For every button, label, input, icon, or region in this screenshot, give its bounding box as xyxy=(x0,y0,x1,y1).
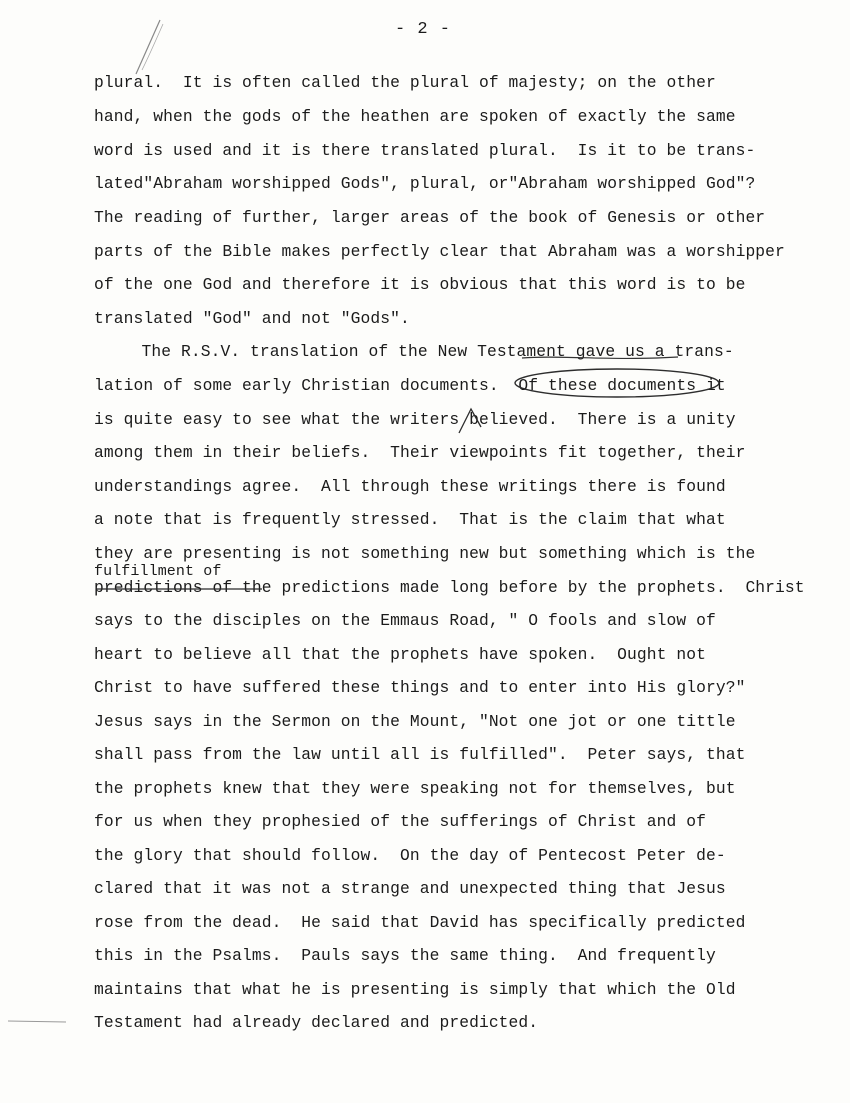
page-number: - 2 - xyxy=(395,20,452,39)
text-line: The R.S.V. translation of the New Testament gave us a trans- xyxy=(102,342,734,361)
text-line: shall pass from the law until all is fulfilled". Peter says, that xyxy=(94,745,746,764)
text-line: of the one God and therefore it is obvious that this word is to be xyxy=(94,275,746,294)
text-line: word is used and it is there translated plural. Is it to be trans- xyxy=(94,141,756,160)
text-line: rose from the dead. He said that David has specifically predicted xyxy=(94,913,746,932)
insertion-caret-mark xyxy=(455,403,495,437)
text-line: they are presenting is not something new but something which is the xyxy=(94,544,756,563)
text-line: understandings agree. All through these writings there is found xyxy=(94,477,726,496)
text-line: says to the disciples on the Emmaus Road, " O fools and slow of xyxy=(94,611,716,630)
text-line: Jesus says in the Sermon on the Mount, "Not one jot or one tittle xyxy=(94,712,736,731)
text-line: clared that it was not a strange and unexpected thing that Jesus xyxy=(94,879,726,898)
pencil-mark-icon xyxy=(130,18,170,78)
text-line: hand, when the gods of the heathen are spoken of exactly the same xyxy=(94,107,736,126)
text-line: the prophets knew that they were speaking not for themselves, but xyxy=(94,779,736,798)
text-line: a note that is frequently stressed. That is the claim that what xyxy=(94,510,726,529)
text-line: maintains that what he is presenting is simply that which the Old xyxy=(94,980,736,999)
text-line: Christ to have suffered these things and to enter into His glory?" xyxy=(94,678,746,697)
text-line: the glory that should follow. On the day of Pentecost Peter de- xyxy=(94,846,726,865)
text-line: predictions of the predictions made long before by the prophets. Christ xyxy=(94,578,805,597)
text-line: parts of the Bible makes perfectly clear that Abraham was a worshipper xyxy=(94,242,785,261)
handwritten-circle-mark xyxy=(512,366,722,400)
typed-strikeout-mark xyxy=(94,578,264,600)
handwritten-underline-mark xyxy=(520,352,680,364)
text-line: The reading of further, larger areas of the book of Genesis or other xyxy=(94,208,766,227)
text-line: this in the Psalms. Pauls says the same thing. And frequently xyxy=(94,946,716,965)
text-line: among them in their beliefs. Their viewpoints fit together, their xyxy=(94,443,746,462)
text-line: plural. It is often called the plural of majesty; on the other xyxy=(94,73,716,92)
margin-line-mark xyxy=(8,1018,68,1024)
text-line: translated "God" and not "Gods". xyxy=(94,309,410,328)
text-line: lated"Abraham worshipped Gods", plural, or"Abraham worshipped God"? xyxy=(94,174,756,193)
text-line: lation of some early Christian documents. Of these documents it xyxy=(94,376,726,395)
text-line: is quite easy to see what the writers believed. There is a unity xyxy=(94,410,736,429)
text-line: heart to believe all that the prophets have spoken. Ought not xyxy=(94,645,706,664)
text-line: Testament had already declared and predicted. xyxy=(94,1013,539,1032)
interlinear-insertion: fulfillment of xyxy=(94,563,222,580)
text-line: for us when they prophesied of the sufferings of Christ and of xyxy=(94,812,706,831)
